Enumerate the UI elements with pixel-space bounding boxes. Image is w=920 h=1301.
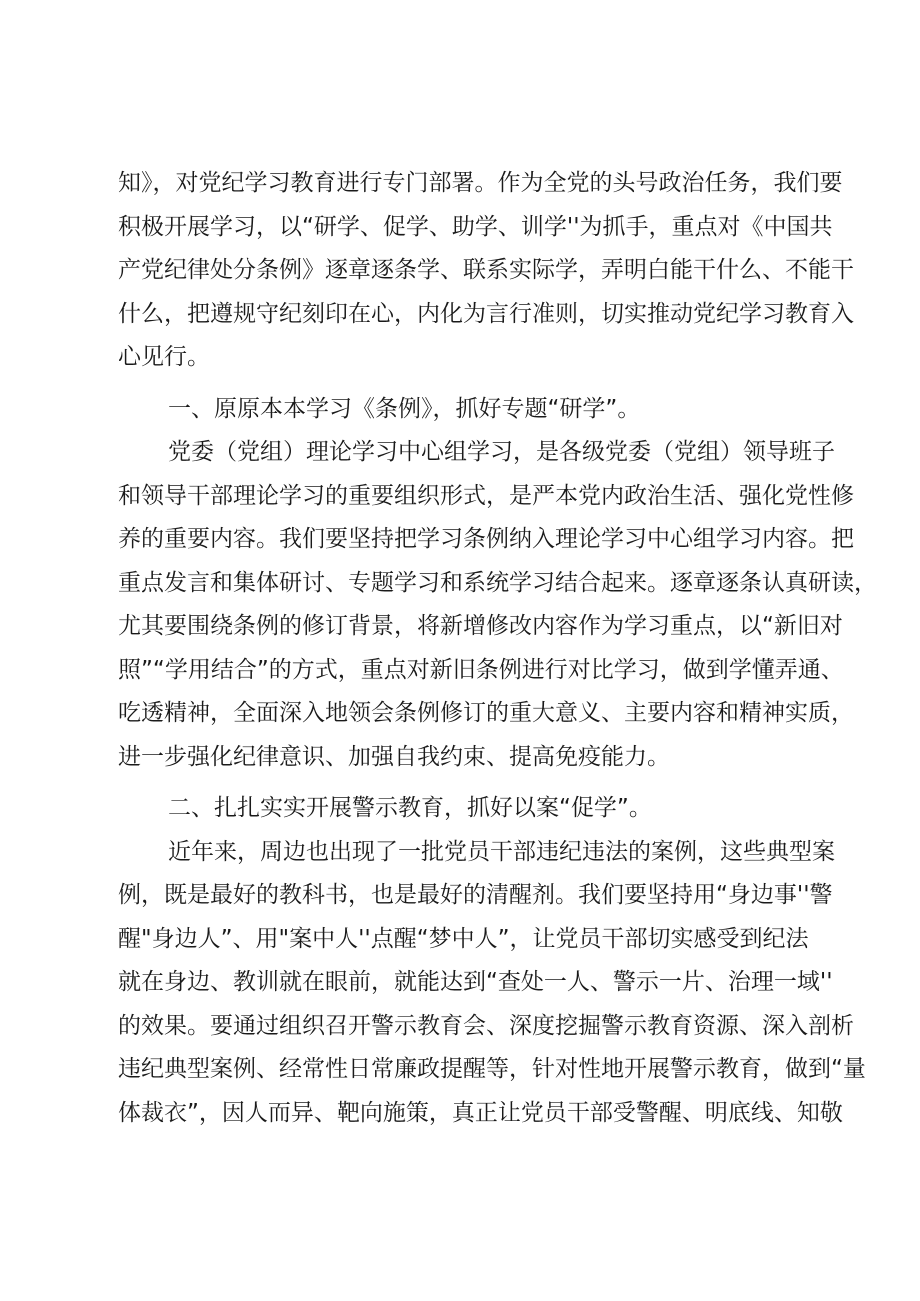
paragraph-gap: [118, 380, 808, 388]
text-line: 体裁衣”，因人而异、靶向施策，真正让党员干部受警醒、明底线、知敬: [118, 1099, 843, 1126]
paragraph-study-group: [118, 431, 877, 779]
text-line: 吃透精神，全面深入地领会条例修订的重大意义、主要内容和精神实质，: [118, 700, 854, 726]
text-line: 党委（党组）理论学习中心组学习，是各级党委（党组）领导班子: [168, 439, 835, 465]
text-line: 近年来，周边也出现了一批党员干部违纪违法的案例，这些典型案: [168, 838, 835, 865]
text-line: 例，既是最好的教科书，也是最好的清醒剂。我们要坚持用“身边事''警: [118, 882, 833, 908]
text-line: 进一步强化纪律意识、加强自我约束、提高免疫能力。: [118, 743, 670, 770]
section-heading-2: [118, 787, 808, 831]
text-line: 和领导干部理论学习的重要组织形式，是严本党内政治生活、强化党性修: [118, 482, 854, 509]
document-body: [118, 162, 877, 1135]
paragraph-warning-education: [118, 831, 866, 1136]
text-line: 产党纪律处分条例》逐章逐条学、联系实际学，弄明白能干什么、不能干: [118, 257, 854, 283]
text-line: 什么，把遵规守纪刻印在心，内化为言行准则，切实推动党纪学习教育入: [118, 300, 854, 327]
paragraph-gap: [118, 779, 808, 787]
text-line: 照”“学用结合”的方式，重点对新旧条例进行对比学习，做到学懂弄通、: [118, 656, 844, 683]
paragraph-intro: [118, 162, 854, 380]
text-line: 知》，对党纪学习教育进行专门部署。作为全党的头号政治任务，我们要: [118, 170, 843, 196]
section-heading-1: [118, 388, 808, 432]
text-line: 积极开展学习，以“研学、促学、助学、训学''为抓手，重点对《中国共: [118, 213, 833, 240]
heading-line: 二、扎扎实实开展警示教育，抓好以案“促学”。: [168, 795, 652, 821]
text-line: 尤其要围绕条例的修订背景，将新增修改内容作为学习重点，以“新旧对: [118, 613, 843, 639]
text-line: 重点发言和集体研讨、专题学习和系统学习结合起来。逐章逐条认真研读，: [118, 569, 877, 596]
text-line: 违纪典型案例、经常性日常廉政提醒等，针对性地开展警示教育，做到“量: [118, 1056, 866, 1082]
text-line: 醒"身边人”、用"案中人''点醒“梦中人”，让党员干部切实感受到纪法: [118, 925, 809, 952]
text-line: 心见行。: [118, 344, 210, 370]
text-line: 就在身边、教训就在眼前，就能达到“查处一人、警示一片、治理一域'': [118, 969, 833, 995]
text-line: 养的重要内容。我们要坚持把学习条例纳入理论学习中心组学习内容。把: [118, 526, 854, 552]
heading-line: 一、原原本本学习《条例》，抓好专题“研学”。: [168, 395, 641, 422]
text-line: 的效果。要通过组织召开警示教育会、深度挖掘警示教育资源、深入剖析: [118, 1012, 854, 1039]
